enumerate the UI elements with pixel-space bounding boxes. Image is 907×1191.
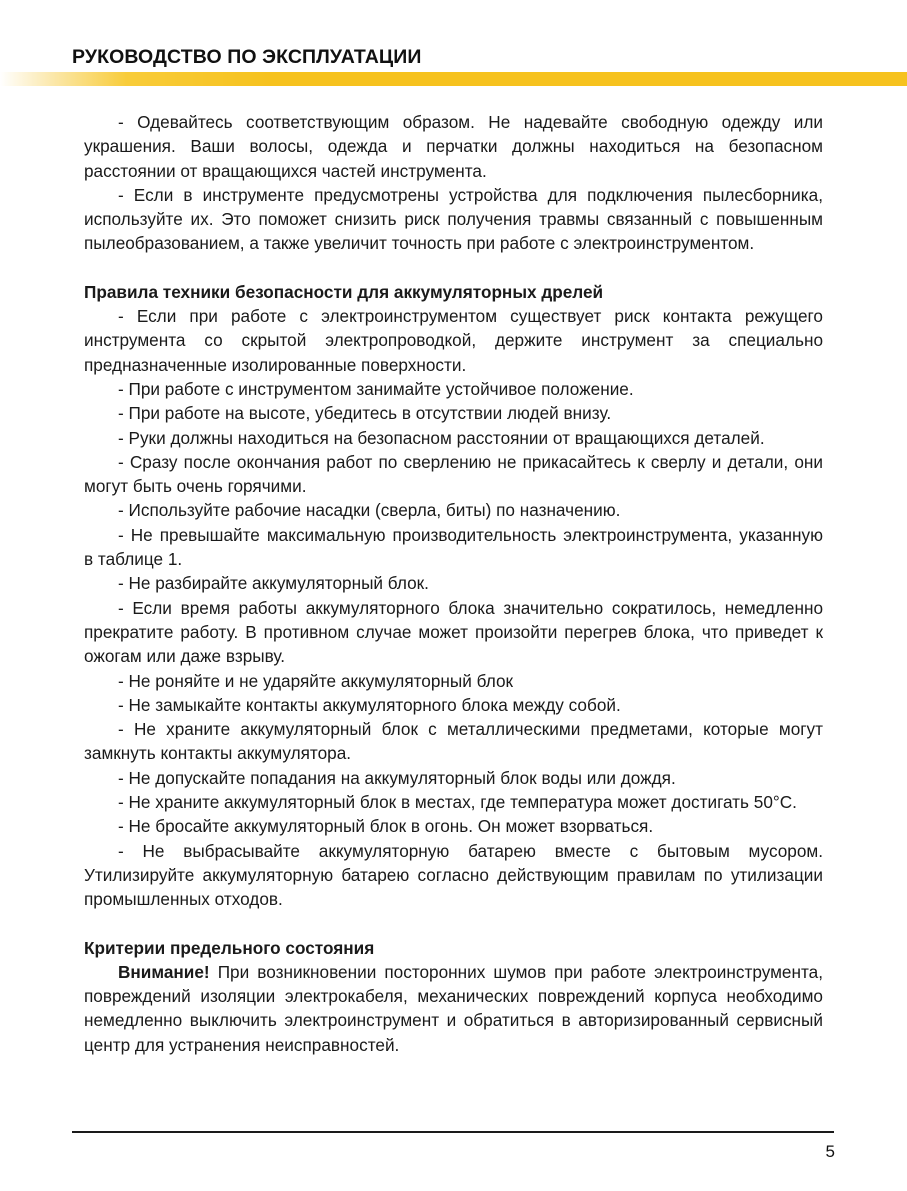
paragraph: - Не замыкайте контакты аккумуляторного блока между собой. [118, 694, 621, 715]
paragraph: - При работе на высоте, убедитесь в отсутствии людей внизу. [118, 403, 612, 424]
paragraph: - Не допускайте попадания на аккумуляторный блок воды или дождя. [118, 767, 676, 788]
paragraph: - Если в инструменте предусмотрены устройства для подключения пылесборника, используйте их. Это поможет снизить риск получения травмы связанный с повышенным пылеобразованием, а также увеличит точность при работе с электроинструментом. [84, 184, 823, 254]
section-clothing [84, 110, 823, 256]
paragraph: - Сразу после окончания работ по сверлению не прикасайтесь к сверлу и детали, они могут быть очень горячими. [84, 451, 823, 497]
paragraph: - Если при работе с электроинструментом существует риск контакта режущего инструмента со скрытой электропроводкой, держите инструмент за специально предназначенные изолированные поверхности. [84, 306, 823, 375]
paragraph: - Не роняйте и не ударяйте аккумуляторный блок [118, 670, 514, 691]
paragraph: - Если время работы аккумуляторного блока значительно сократилось, немедленно прекратите работу. В противном случае может произойти перегрев блока, что приведет к ожогам или даже взрыву. [84, 597, 823, 667]
paragraph: - Не бросайте аккумуляторный блок в огонь. Он может взорваться. [118, 816, 654, 837]
section-limit-state [84, 936, 823, 1057]
paragraph: - Не разбирайте аккумуляторный блок. [118, 573, 429, 594]
paragraph: - Не храните аккумуляторный блок в местах, где температура может достигать 50°С. [118, 792, 797, 813]
paragraph: - Одевайтесь соответствующим образом. Не надевайте свободную одежду или украшения. Ваши волосы, одежда и перчатки должны находиться на безопасном расстоянии от вращающихся частей инструмента. [84, 112, 823, 181]
warning-paragraph [84, 960, 823, 1057]
running-header-title: РУКОВОДСТВО ПО ЭКСПЛУАТАЦИИ [72, 46, 422, 68]
paragraph: - При работе с инструментом занимайте устойчивое положение. [118, 378, 634, 399]
page-number: 5 [825, 1142, 835, 1161]
paragraph: - Используйте рабочие насадки (сверла, биты) по назначению. [118, 500, 621, 521]
paragraph: - Не превышайте максимальную производительность электроинструмента, указанную в таблице 1. [84, 524, 823, 570]
header-accent-bar [0, 72, 907, 86]
section-drill-safety [84, 280, 823, 912]
page-content [84, 110, 823, 1057]
paragraph: - Не выбрасывайте аккумуляторную батарею вместе с бытовым мусором. Утилизируйте аккумуляторную батарею согласно действующим правилам по утилизации промышленных отходов. [84, 840, 823, 910]
warning-text: При возникновении посторонних шумов при работе электроинструмента, повреждений изоляции электрокабеля, механических повреждений корпуса необходимо немедленно выключить электроинструмент и обратиться в авторизированный сервисный центр для устранения неисправностей. [84, 961, 823, 1055]
footer-rule [72, 1131, 834, 1133]
warning-label: Внимание! [118, 961, 210, 982]
section-heading: Критерии предельного состояния [84, 937, 375, 958]
section-heading: Правила техники безопасности для аккумуляторных дрелей [84, 281, 604, 302]
paragraph: - Руки должны находиться на безопасном расстоянии от вращающихся деталей. [118, 427, 765, 448]
paragraph: - Не храните аккумуляторный блок с металлическими предметами, которые могут замкнуть контакты аккумулятора. [84, 719, 823, 764]
